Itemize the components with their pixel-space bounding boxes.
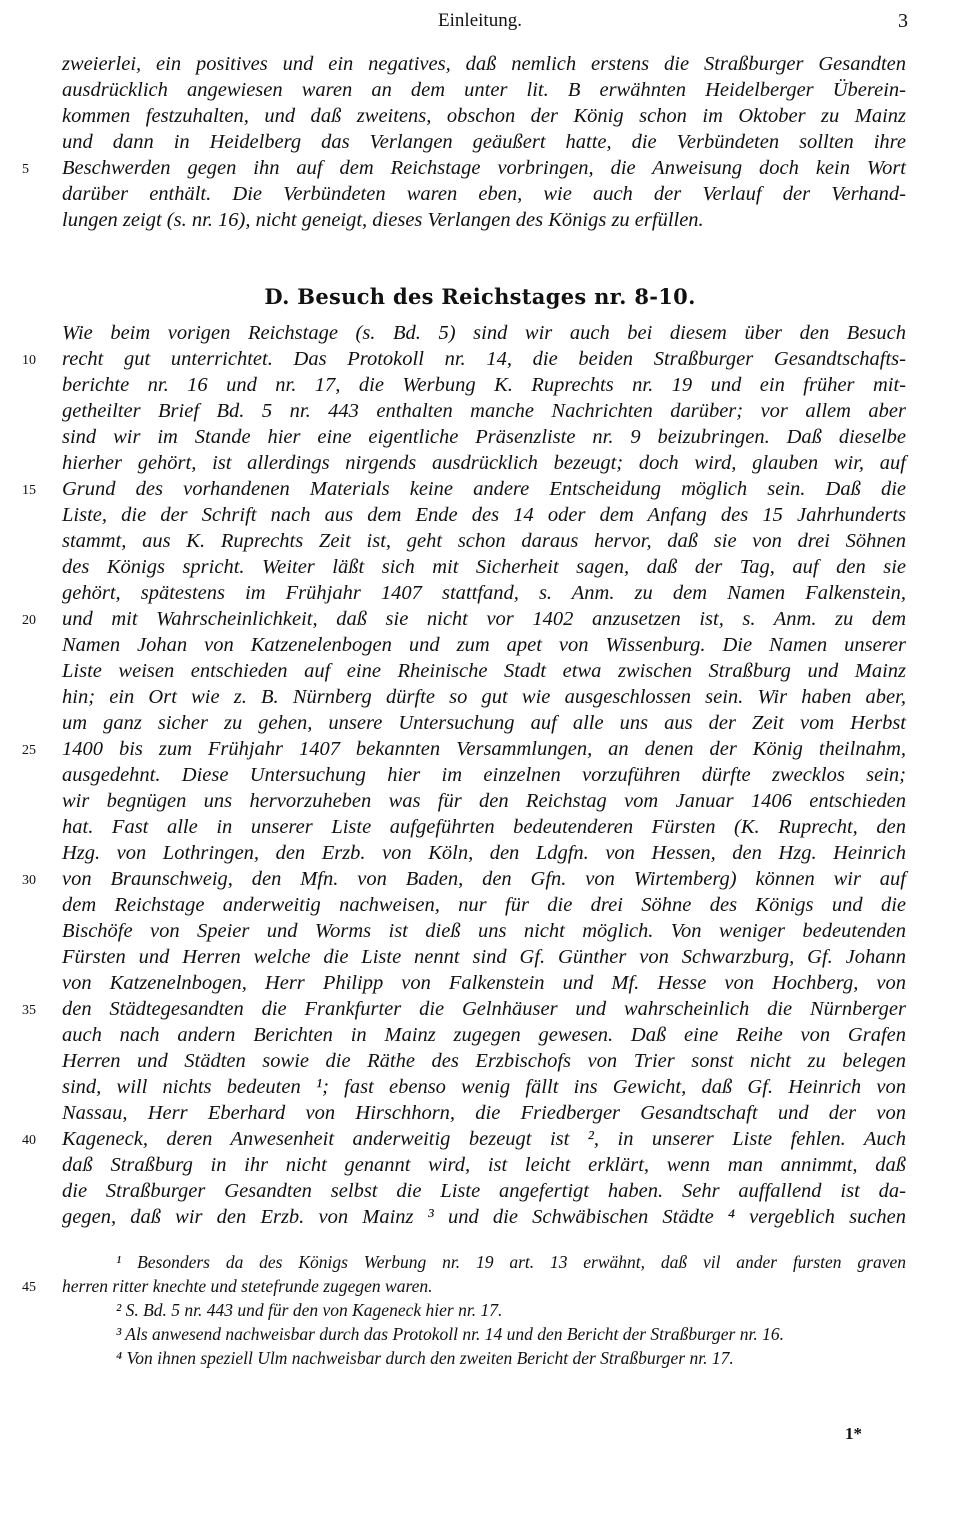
body-line: von Katzenelnbogen, Herr Philipp von Falkenstein und Mf. Hesse von Hochberg, von (62, 972, 906, 994)
line-number: 35 (22, 1003, 36, 1018)
line-number: 25 (22, 743, 36, 758)
body-line: sind, will nichts bedeuten ¹; fast ebenso wenig fällt ins Gewicht, daß Gf. Heinrich von (62, 1076, 906, 1098)
body-line: Liste, die der Schrift nach aus dem Ende des 14 oder dem Anfang des 15 Jahrhunderts (62, 504, 906, 526)
body-line: um ganz sicher zu gehen, unsere Untersuchung auf alle uns aus der Zeit vom Herbst (62, 712, 906, 734)
body-line: wir begnügen uns hervorzuheben was für den Reichstag vom Januar 1406 entschieden (62, 790, 906, 812)
line-number: 15 (22, 483, 36, 498)
line-number: 45 (22, 1280, 36, 1295)
body-line: Grund des vorhandenen Materials keine andere Entscheidung möglich sein. Daß die (62, 478, 906, 500)
body-line: hat. Fast alle in unserer Liste aufgeführten bedeutenderen Fürsten (K. Ruprecht, den (62, 816, 906, 838)
body-line: darüber enthält. Die Verbündeten waren eben, wie auch der Verlauf der Verhand- (62, 183, 906, 205)
body-line: und mit Wahrscheinlichkeit, daß sie nicht vor 1402 anzusetzen ist, s. Anm. zu dem (62, 608, 906, 630)
body-line: ausdrücklich angewiesen waren an dem unter lit. B erwähnten Heidelberger Überein- (62, 79, 906, 101)
section-heading: D. Besuch des Reichstages nr. 8-10. (264, 284, 696, 309)
body-line: gehört, spätestens im Frühjahr 1407 stattfand, s. Anm. zu dem Namen Falkenstein, (62, 582, 906, 604)
body-line: Herren und Städten sowie die Räthe des Erzbischofs von Trier sonst nicht zu belegen (62, 1050, 906, 1072)
signature-mark: 1* (845, 1424, 862, 1443)
body-line: daß Straßburg in ihr nicht genannt wird, ist leicht erklärt, wenn man annimmt, daß (62, 1154, 906, 1176)
body-line: 1400 bis zum Frühjahr 1407 bekannten Versammlungen, an denen der König theilnahm, (62, 738, 906, 760)
body-line: und dann in Heidelberg das Verlangen geäußert hatte, die Verbündeten sollten ihre (62, 131, 906, 153)
page-number: 3 (898, 10, 908, 32)
body-line: Kageneck, deren Anwesenheit anderweitig bezeugt ist ², in unserer Liste fehlen. Auch (62, 1128, 906, 1150)
body-line: Wie beim vorigen Reichstage (s. Bd. 5) sind wir auch bei diesem über den Besuch (62, 322, 906, 344)
body-line: auch nach andern Berichten in Mainz zugegen gewesen. Daß eine Reihe von Grafen (62, 1024, 906, 1046)
body-line: Fürsten und Herren welche die Liste nennt sind Gf. Günther von Schwarzburg, Gf. Johann (62, 946, 906, 968)
body-line: getheilter Brief Bd. 5 nr. 443 enthalten manche Nachrichten darüber; vor allem aber (62, 400, 906, 422)
running-header (0, 6, 960, 36)
body-line: gegen, daß wir den Erzb. von Mainz ³ und die Schwäbischen Städte ⁴ vergeblich suchen (62, 1206, 906, 1228)
footnote: ⁴ Von ihnen speziell Ulm nachweisbar durch den zweiten Bericht der Straßburger nr. 17. (116, 1348, 734, 1368)
body-line: berichte nr. 16 und nr. 17, die Werbung K. Ruprechts nr. 19 und ein früher mit- (62, 374, 906, 396)
body-line: die Straßburger Gesandten selbst die Liste angefertigt haben. Sehr auffallend ist da- (62, 1180, 906, 1202)
body-line: Beschwerden gegen ihn auf dem Reichstage vorbringen, die Anweisung doch kein Wort (62, 157, 906, 179)
line-number: 5 (22, 162, 29, 177)
footnote: ¹ Besonders da des Königs Werbung nr. 19 art. 13 erwähnt, daß vil ander fursten graven (116, 1252, 906, 1272)
line-number: 40 (22, 1133, 36, 1148)
body-line: den Städtegesandten die Frankfurter die Gelnhäuser und wahrscheinlich die Nürnberger (62, 998, 906, 1020)
body-line: ausgedehnt. Diese Untersuchung hier im einzelnen vorzuführen dürfte zwecklos sein; (62, 764, 906, 786)
line-number: 10 (22, 353, 36, 368)
body-line: lungen zeigt (s. nr. 16), nicht geneigt, dieses Verlangen des Königs zu erfüllen. (62, 209, 704, 231)
footnote: ³ Als anwesend nachweisbar durch das Protokoll nr. 14 und den Bericht der Straßburger nr. 16. (116, 1324, 784, 1344)
footnote-continuation: herren ritter knechte und stetefrunde zugegen waren. (62, 1276, 433, 1296)
body-line: hin; ein Ort wie z. B. Nürnberg dürfte so gut wie ausgeschlossen sein. Wir haben aber, (62, 686, 906, 708)
line-number: 30 (22, 873, 36, 888)
footnote: ² S. Bd. 5 nr. 443 und für den von Kageneck hier nr. 17. (116, 1300, 503, 1320)
body-line: Liste weisen entschieden auf eine Rheinische Stadt etwa zwischen Straßburg und Mainz (62, 660, 906, 682)
body-line: dem Reichstage anderweitig nachweisen, nur für die drei Söhne des Königs und die (62, 894, 906, 916)
body-line: zweierlei, ein positives und ein negatives, daß nemlich erstens die Straßburger Gesandten (62, 53, 906, 75)
body-line: recht gut unterrichtet. Das Protokoll nr. 14, die beiden Straßburger Gesandtschafts- (62, 348, 906, 370)
header-title: Einleitung. (438, 10, 522, 31)
body-line: des Königs spricht. Weiter läßt sich mit Sicherheit sagen, daß der Tag, auf den sie (62, 556, 906, 578)
body-line: Namen Johan von Katzenelenbogen und zum apet von Wissenburg. Die Namen unserer (62, 634, 906, 656)
body-line: Hzg. von Lothringen, den Erzb. von Köln, den Ldgfn. von Hessen, den Hzg. Heinrich (62, 842, 906, 864)
body-line: kommen festzuhalten, und daß zweitens, obschon der König schon im Oktober zu Mainz (62, 105, 906, 127)
body-line: hierher gehört, ist allerdings nirgends ausdrücklich bezeugt; doch wird, glauben wir, auf (62, 452, 906, 474)
body-line: stammt, aus K. Ruprechts Zeit ist, geht schon daraus hervor, daß sie von drei Söhnen (62, 530, 906, 552)
body-line: Nassau, Herr Eberhard von Hirschhorn, die Friedberger Gesandtschaft und der von (62, 1102, 906, 1124)
body-line: von Braunschweig, den Mfn. von Baden, den Gfn. von Wirtemberg) können wir auf (62, 868, 906, 890)
body-line: Bischöfe von Speier und Worms ist dieß uns nicht möglich. Von weniger bedeutenden (62, 920, 906, 942)
line-number: 20 (22, 613, 36, 628)
body-line: sind wir im Stande hier eine eigentliche Präsenzliste nr. 9 beizubringen. Daß dieselbe (62, 426, 906, 448)
